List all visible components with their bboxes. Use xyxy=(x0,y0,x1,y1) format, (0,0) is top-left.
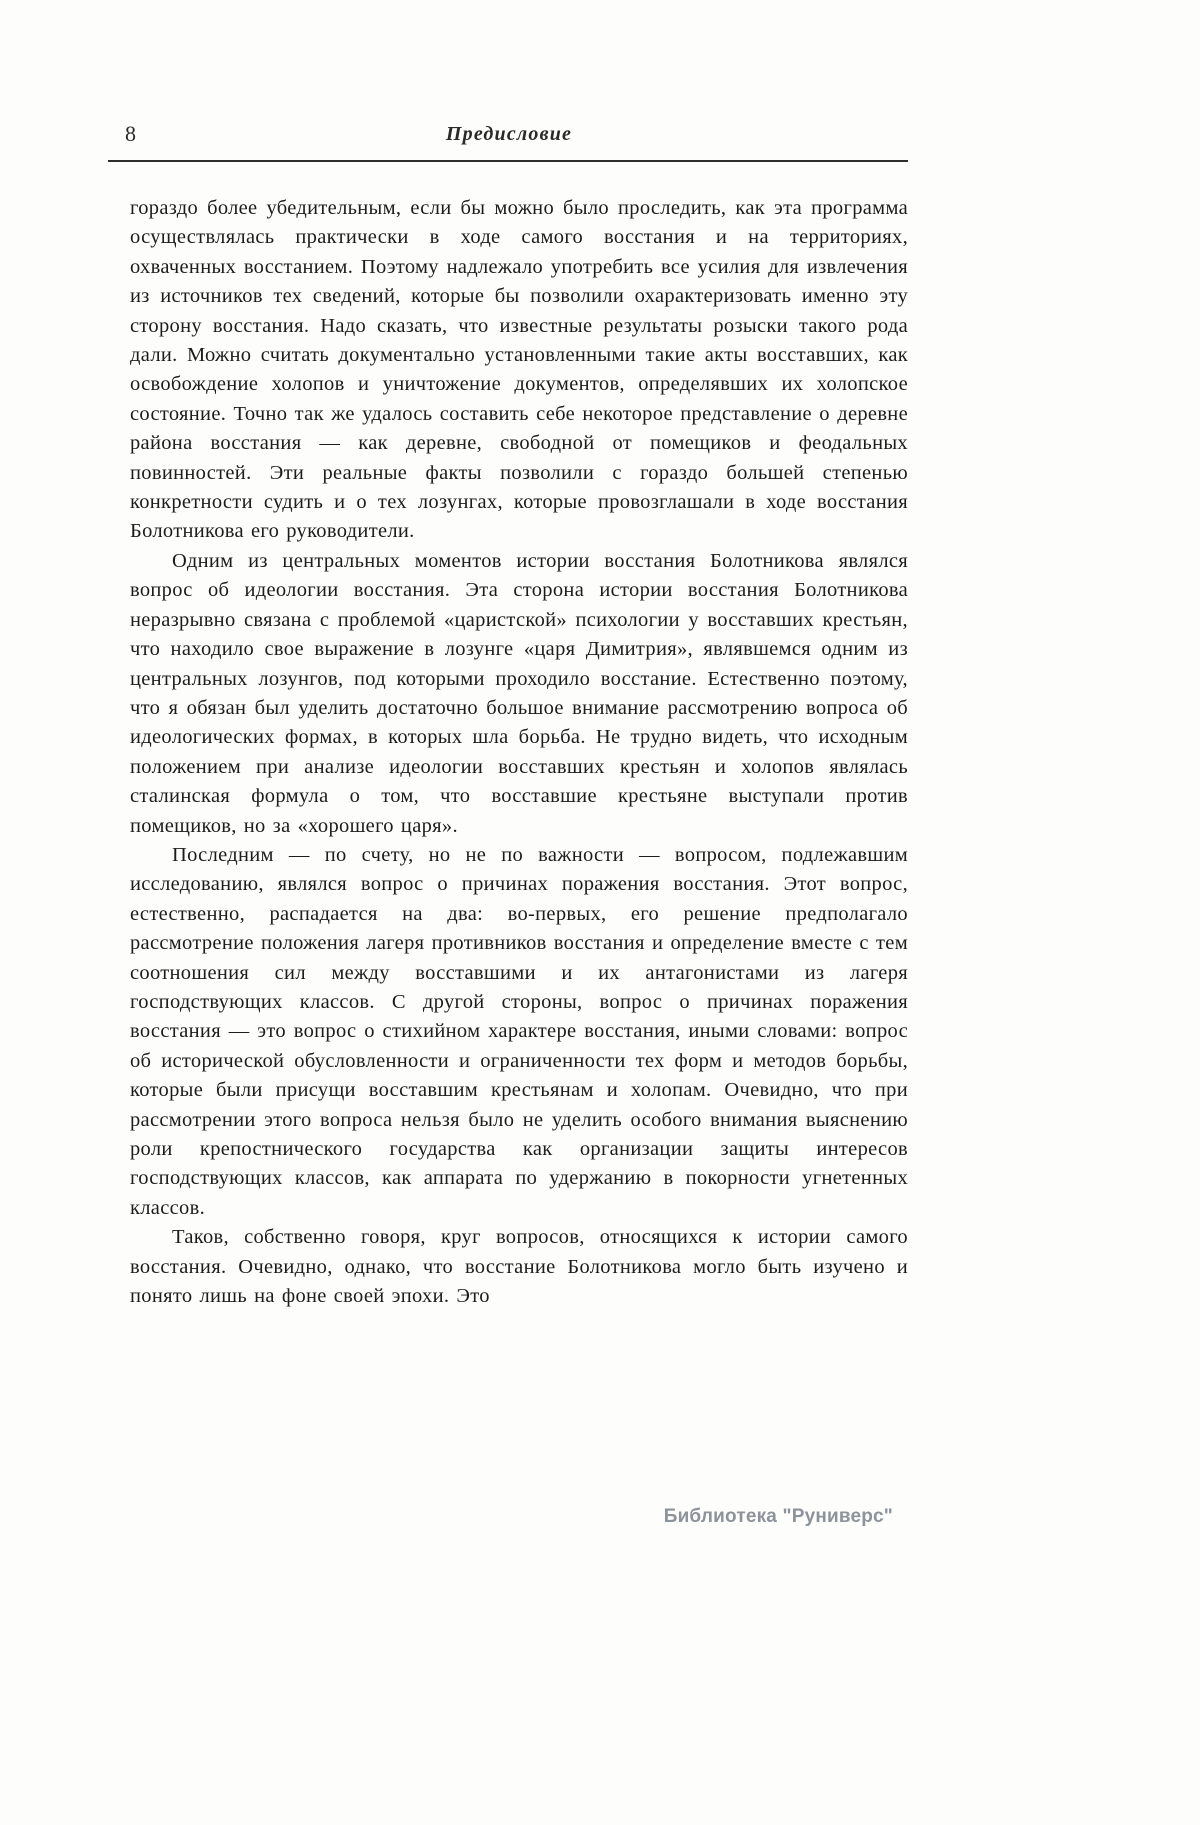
paragraph-2: Одним из центральных моментов истории восстания Болотникова являлся вопрос об идеологии восстания. Эта сторона истории восстания Болотникова неразрывно связана с проблемой «царистской» психологии у восставших крестьян, что находило свое выражение в лозунге «царя Димитрия», являвшемся одним из центральных лозунгов, под которыми проходило восстание. Естественно поэтому, что я обязан был уделить достаточно большое внимание рассмотрению вопроса об идеологических формах, в которых шла борьба. Не трудно видеть, что исходным положением при анализе идеологии восставших крестьян и холопов являлась сталинская формула о том, что восставшие крестьяне выступали против помещиков, но за «хорошего царя». xyxy=(130,549,908,837)
paragraph-4: Таков, собственно говоря, круг вопросов, относящихся к истории самого восстания. Очевидно, однако, что восстание Болотникова могло быть изучено и понято лишь на фоне своей эпохи. Это xyxy=(130,1226,908,1308)
page-number: 8 xyxy=(125,121,136,146)
paragraph-3: Последним — по счету, но не по важности — вопросом, подлежавшим исследованию, являлся вопрос о причинах поражения восстания. Этот вопрос, естественно, распадается на два: во-первых, его решение предполагало рассмотрение положения лагеря противников восстания и определение вместе с тем соотношения сил между восставшими и их антагонистами из лагеря господствующих классов. С другой стороны, вопрос о причинах поражения восстания — это вопрос о стихийном характере восстания, иными словами: вопрос об исторической обусловленности и ограниченности тех форм и методов борьбы, которые были присущи восставшим крестьянам и холопам. Очевидно, что при рассмотрении этого вопроса нельзя было не уделить особого внимания выяснению роли крепостнического государства как организации защиты интересов господствующих классов, как аппарата по удержанию в покорности угнетенных классов. xyxy=(130,843,908,1219)
header-rule xyxy=(108,160,908,162)
running-title: Предисловие xyxy=(445,123,573,145)
page-header xyxy=(110,121,908,151)
body-text xyxy=(130,194,908,1311)
library-watermark: Библиотека "Руниверс" xyxy=(663,1506,893,1527)
paragraph-1: гораздо более убедительным, если бы можно было проследить, как эта программа осуществлялась практически в ходе самого восстания и на территориях, охваченных восстанием. Поэтому надлежало употребить все усилия для извлечения из источников тех сведений, которые бы позволили охарактеризовать именно эту сторону восстания. Надо сказать, что известные результаты розыски такого рода дали. Можно считать документально установленными такие акты восставших, как освобождение холопов и уничтожение документов, определявших их холопское состояние. Точно так же удалось составить себе некоторое представление о деревне района восстания — как деревне, свободной от помещиков и феодальных повинностей. Эти реальные факты позволили с гораздо большей степенью конкретности судить и о тех лозунгах, которые провозглашали в ходе восстания Болотникова его руководители. xyxy=(130,197,908,543)
